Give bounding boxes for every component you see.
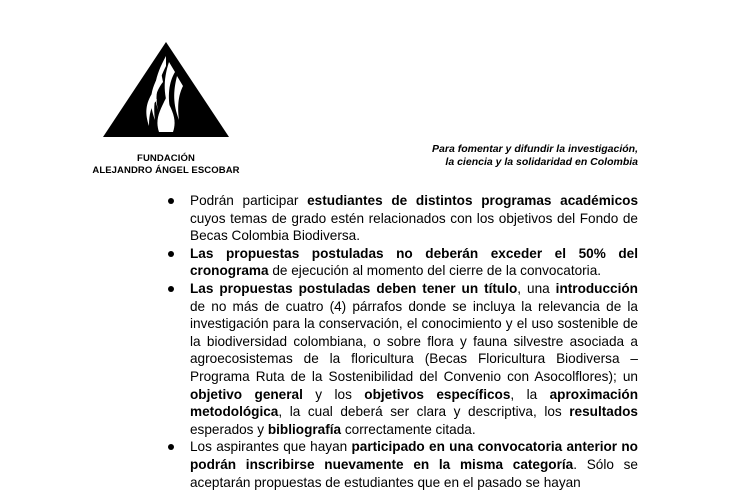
bullet-text xyxy=(190,280,638,438)
header-tagline xyxy=(432,143,638,168)
bullet-text xyxy=(190,245,638,280)
text-run: de no más de cuatro (4) párrafos donde se incluya la relevancia de la investigación para la conservación, el conocimiento y el uso sostenible de la biodiversidad colombiana, o sobre flora y fauna silvestre asociada a agroecosistemas de la floricultura (Becas Floricultura Biodiversa – Programa Ruta de la Sostenibilidad del Convenio con Asocolflores); un xyxy=(190,298,638,384)
bold-text-run: Las propuestas postuladas deben tener un título xyxy=(190,280,518,296)
text-run: esperados y xyxy=(190,421,268,437)
text-run: cuyos temas de grado estén relacionados con los objetivos del Fondo de Becas Colombia Biodiversa. xyxy=(190,210,638,244)
bold-text-run: aproximación metodológica xyxy=(190,386,638,420)
bullet-text xyxy=(190,438,638,491)
text-run: Podrán participar xyxy=(190,193,308,208)
foundation-logo xyxy=(103,42,229,137)
text-run: Los aspirantes que hayan xyxy=(190,439,352,455)
bold-text-run: introducción xyxy=(555,280,638,296)
bullet-dot-icon xyxy=(168,198,174,204)
text-run: y los xyxy=(302,386,365,402)
bullet-dot-icon xyxy=(168,286,174,292)
bullet-dot-icon xyxy=(168,444,174,450)
bold-text-run: objetivo general xyxy=(190,386,303,402)
text-run: , una xyxy=(517,280,556,296)
page-header xyxy=(0,0,741,185)
bold-text-run: estudiantes de distintos programas académicos xyxy=(307,193,639,208)
text-run: de ejecución al momento del cierre de la convocatoria. xyxy=(268,263,602,279)
bold-text-run: Las propuestas postuladas no deberán exceder el 50% del cronograma xyxy=(190,245,638,279)
bullet-item xyxy=(166,192,638,245)
text-run: . Sólo se aceptarán propuestas de estudiantes que en el pasado se hayan xyxy=(190,456,638,490)
bullet-dot-icon xyxy=(168,251,174,257)
bold-text-run: participado en una convocatoria anterior no podrán inscribirse nuevamente en la misma categoría xyxy=(190,439,638,472)
bold-text-run: resultados xyxy=(569,404,638,420)
organization-name xyxy=(90,153,242,176)
bullet-item xyxy=(166,280,638,438)
tagline-line-1: Para fomentar y difundir la investigación, xyxy=(432,143,638,155)
text-run: , la xyxy=(510,386,550,402)
bullet-item xyxy=(166,245,638,280)
requirements-list xyxy=(166,192,638,491)
text-run: , la cual deberá ser clara y descriptiva, los xyxy=(278,404,570,420)
text-run: correctamente citada. xyxy=(341,421,476,437)
bold-text-run: objetivos específicos xyxy=(364,386,511,402)
tagline-line-2: la ciencia y la solidaridad en Colombia xyxy=(445,155,638,168)
bullet-item xyxy=(166,438,638,491)
bullet-text xyxy=(190,192,638,245)
bold-text-run: bibliografía xyxy=(267,421,342,437)
org-name-line-2: ALEJANDRO ÁNGEL ESCOBAR xyxy=(92,164,240,176)
org-name-line-1: FUNDACIÓN xyxy=(137,153,195,164)
